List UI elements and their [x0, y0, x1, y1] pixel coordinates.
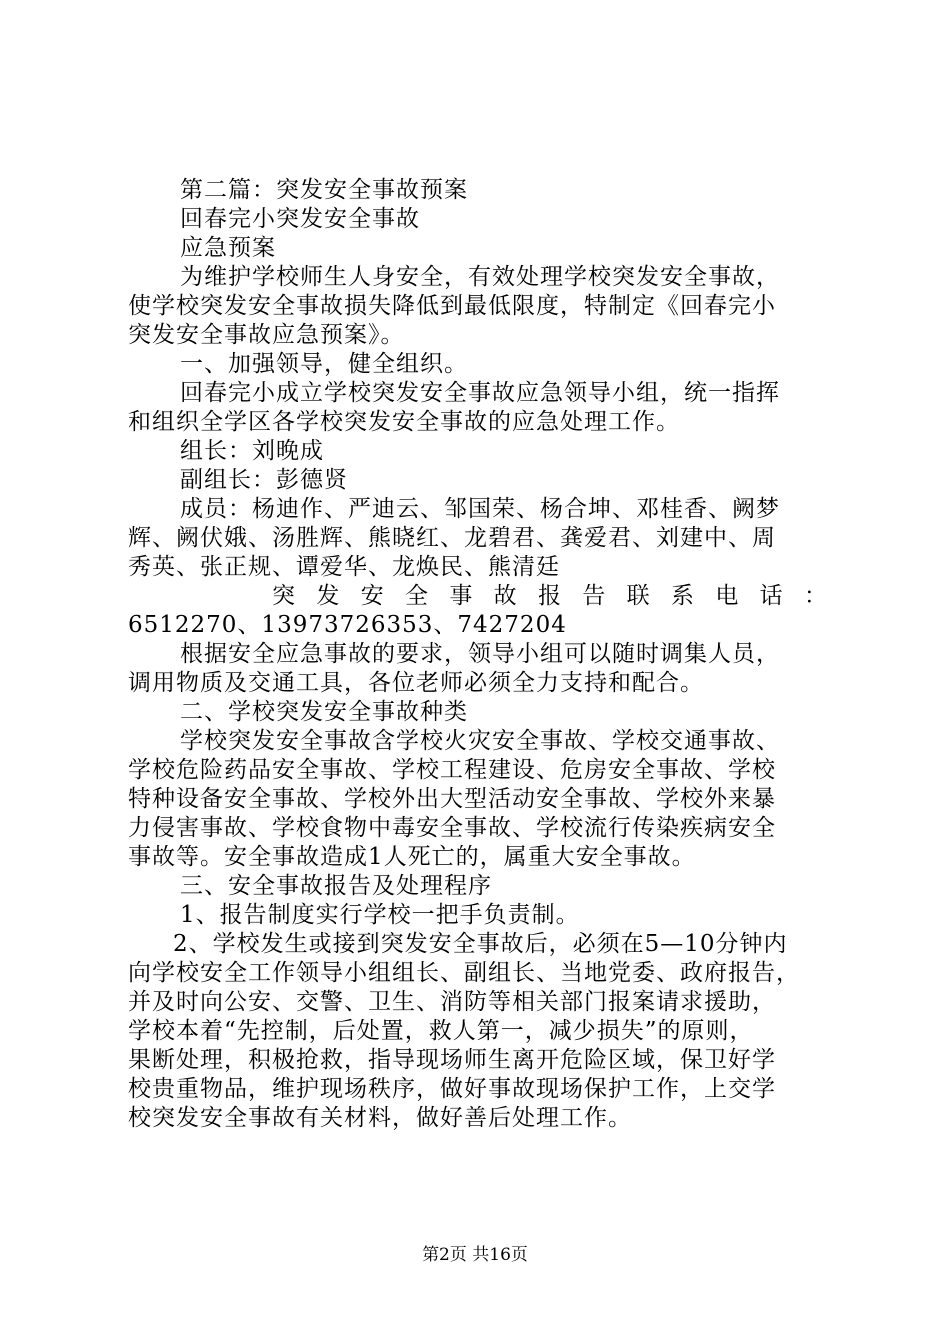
paragraph-line: 突发安全事故应急预案》。	[128, 322, 405, 348]
paragraph-line: 使学校突发安全事故损失降低到最低限度，特制定《回春完小	[128, 293, 776, 319]
paragraph-line: 校突发安全事故有关材料，做好善后处理工作。	[128, 1105, 632, 1131]
document-body	[128, 176, 828, 1133]
heading-3: 三、安全事故报告及处理程序	[180, 873, 492, 899]
deputy-leader: 副组长：彭德贤	[180, 467, 348, 493]
paragraph-line: 校贵重物品，维护现场秩序，做好事故现场保护工作，上交学	[128, 1076, 776, 1102]
paragraph-line: 为维护学校师生人身安全，有效处理学校突发安全事故，	[180, 264, 780, 290]
plan-title-line-1: 回春完小突发安全事故	[180, 206, 420, 232]
paragraph-line: 调用物质及交通工具，各位老师必须全力支持和配合。	[128, 670, 704, 696]
paragraph-line: 根据安全应急事故的要求，领导小组可以随时调集人员，	[180, 641, 780, 667]
list-item-1: 1、报告制度实行学校一把手负责制。	[180, 902, 580, 928]
plan-title-line-2: 应急预案	[180, 235, 276, 261]
paragraph-line: 和组织全学区各学校突发安全事故的应急处理工作。	[128, 409, 680, 435]
paragraph-line: 学校突发安全事故含学校火灾安全事故、学校交通事故、	[180, 728, 780, 754]
paragraph-line: 并及时向公安、交警、卫生、消防等相关部门报案请求援助，	[128, 989, 776, 1015]
page-footer: 第2页 共16页	[422, 1245, 528, 1265]
section-title: 第二篇：突发安全事故预案	[180, 177, 468, 203]
heading-1: 一、加强领导，健全组织。	[180, 351, 468, 377]
members-line: 辉、阙伏娥、汤胜辉、熊晓红、龙碧君、龚爱君、刘建中、周	[128, 525, 776, 551]
paragraph-line: 学校危险药品安全事故、学校工程建设、危房安全事故、学校	[128, 757, 776, 783]
phone-label: 突发安全事故报告联系电话：	[272, 583, 828, 609]
list-item-2: 2、学校发生或接到突发安全事故后，必须在5—10分钟内	[173, 931, 788, 957]
phone-numbers: 6512270、13973726353、7427204	[128, 612, 567, 638]
paragraph-line: 特种设备安全事故、学校外出大型活动安全事故、学校外来暴	[128, 786, 776, 812]
group-leader: 组长：刘晚成	[180, 438, 324, 464]
paragraph-line: 学校本着“先控制，后处置，救人第一，减少损失”的原则，	[128, 1018, 754, 1044]
paragraph-line: 回春完小成立学校突发安全事故应急领导小组，统一指挥	[180, 380, 780, 406]
paragraph-line: 果断处理，积极抢救，指导现场师生离开危险区域，保卫好学	[128, 1047, 776, 1073]
members-line: 秀英、张正规、谭爱华、龙焕民、熊清廷	[128, 554, 560, 580]
paragraph-line: 向学校安全工作领导小组组长、副组长、当地党委、政府报告，	[128, 960, 800, 986]
heading-2: 二、学校突发安全事故种类	[180, 699, 468, 725]
members-line: 成员：杨迪作、严迪云、邹国荣、杨合坤、邓桂香、阙梦	[180, 496, 780, 522]
paragraph-line: 事故等。安全事故造成1人死亡的，属重大安全事故。	[128, 844, 696, 870]
paragraph-line: 力侵害事故、学校食物中毒安全事故、学校流行传染疾病安全	[128, 815, 776, 841]
